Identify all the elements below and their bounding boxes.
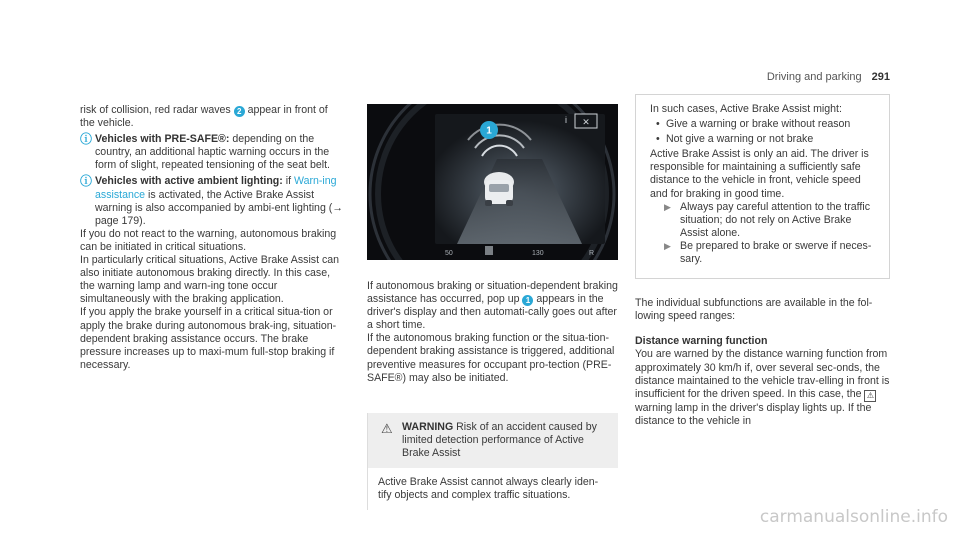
display-callout: 1 [486, 125, 492, 137]
warning-assistance-link[interactable]: Warn-ing assistance [95, 175, 337, 201]
page-number: 291 [871, 71, 890, 83]
paragraph: The individual subfunctions are available in the fol-lowing speed ranges: [635, 297, 873, 323]
callout-badge: 2 [234, 106, 245, 117]
paragraph: If the autonomous braking function or the situa-tion-dependent braking assistance is triggered, additional preventive measures for occupant pro-tection (PRE-SAFE®) may also be initiated. [367, 332, 615, 384]
column-left [80, 104, 345, 372]
warning-triangle-icon: ⚠ [381, 420, 393, 436]
gear-label: R [589, 250, 595, 257]
instruction-step: ▶ Always pay careful attention to the traffic situation; do not rely on Active Brake Assist alone. [664, 200, 871, 239]
driver-display-illustration [367, 104, 618, 260]
distance-warning-paragraph: You are warned by the distance warning function from approximately 30 km/h if, over several sec-onds, the distance maintained to the vehicle trav-elling in front is insufficient for the driven speed. In this case, the ⚠ warning lamp in the driver's display lights up. If the distance to the vehicle in [635, 348, 890, 427]
info-icon: ⓘ [80, 132, 93, 147]
note-pre-safe: ⓘ Vehicles with PRE-SAFE®: depending on the country, an additional haptic warning occurs in the form of slight, repeated tensioning of the seat belt. [80, 132, 330, 172]
column-right [635, 104, 890, 428]
speed-label: 130 [532, 250, 544, 257]
bullet-item: • Give a warning or brake without reason [650, 118, 879, 131]
box-paragraph: Active Brake Assist is only an aid. The driver is responsible for maintaining a sufficiently safe distance to the vehicle in front, vehicle speed and for braking in good time. [650, 148, 869, 200]
warning-body: Active Brake Assist cannot always clearly iden-tify objects and complex traffic situations. [378, 476, 599, 502]
bullet-item: • Not give a warning or not brake [650, 133, 879, 146]
speed-limit-icon [485, 246, 493, 255]
section-title: Driving and parking [766, 71, 862, 83]
warning-box [367, 413, 618, 510]
callout-badge: 1 [522, 295, 533, 306]
speed-label: 50 [445, 250, 453, 257]
instruction-step: ▶ Be prepared to brake or swerve if neces-sary. [664, 239, 872, 266]
distance-warning-lamp-icon: ⚠ [864, 390, 876, 402]
step-arrow-icon: ▶ [664, 201, 671, 212]
section-heading: Distance warning function [635, 335, 768, 348]
popup-paragraph: If autonomous braking or situation-dependent braking assistance has occurred, pop up 1 appears in the driver's display and then automati-cally goes out after a short time. [367, 280, 618, 332]
paragraph: If you do not react to the warning, autonomous braking can be initiated in critical situations. [80, 227, 337, 253]
info-icon: ⓘ [80, 174, 93, 189]
warning-header: ⚠ WARNING Risk of an accident caused by limited detection performance of Active Brake Assist [368, 413, 618, 468]
step-arrow-icon: ▶ [664, 240, 671, 251]
note-ambient-lighting: ⓘ Vehicles with active ambient lighting: if Warn-ing assistance is activated, the Active Brake Assist warning is also accompanied by ambi-ent lighting (→ page 179). [80, 174, 343, 227]
paragraph: If you apply the brake yourself in a critical situa-tion or apply the brake during autonomous brak-ing, situation-dependent braking assistance occurs. The brake pressure increases up to maxi-mum full-stop braking if necessary. [80, 306, 337, 371]
page-header [767, 71, 890, 83]
box-intro: In such cases, Active Brake Assist might: [650, 103, 842, 115]
warning-continuation-box [635, 94, 890, 279]
intro-paragraph: risk of collision, red radar waves 2 appear in front of the vehicle. [80, 104, 328, 130]
driver-display-image [367, 104, 618, 260]
display-close-icon: ✕ [582, 118, 590, 128]
paragraph: In particularly critical situations, Active Brake Assist can also initiate autonomous braking directly. In this case, the warning lamp and warn-ing tone occur simultaneously with the braking application. [80, 254, 340, 306]
watermark: carmanualsonline.info [759, 507, 948, 527]
display-info-icon: i [565, 115, 567, 125]
column-middle [367, 104, 618, 510]
